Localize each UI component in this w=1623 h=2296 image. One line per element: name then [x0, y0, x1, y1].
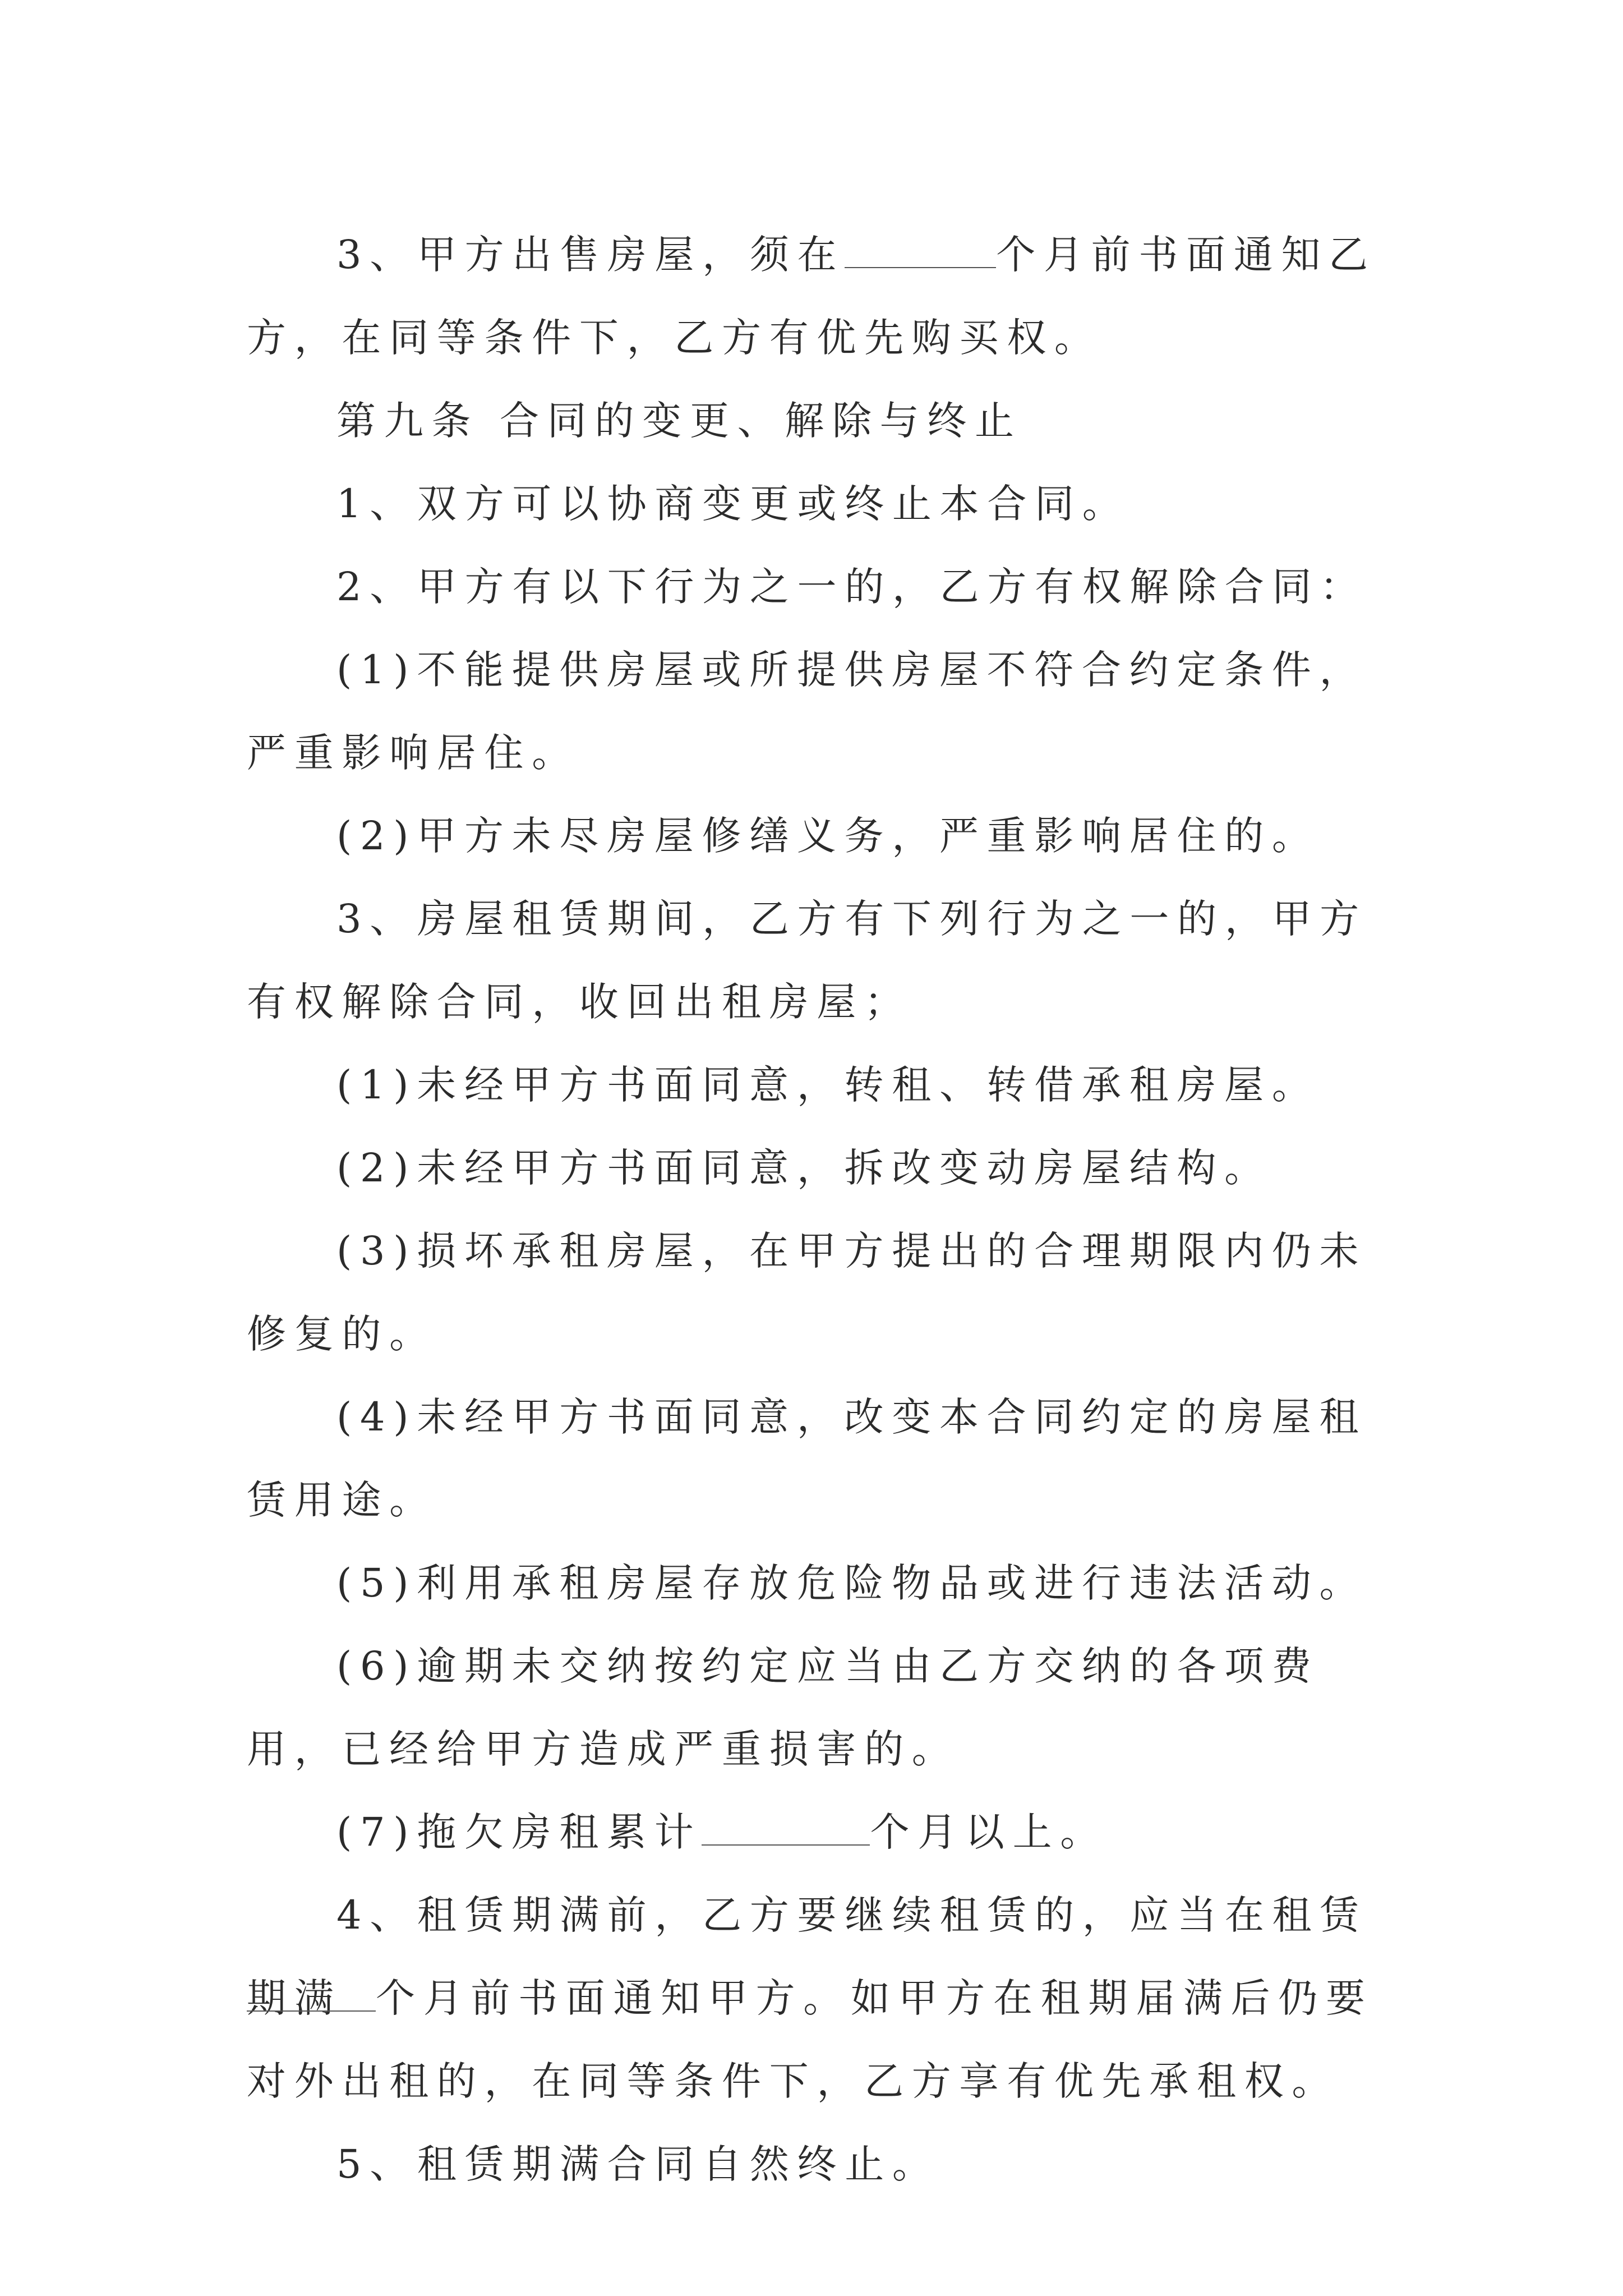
clause-9-2-item-2: (2)甲方未尽房屋修缮义务，严重影响居住的。	[336, 813, 1320, 859]
clause-9-5: 5、租赁期满合同自然终止。	[336, 2141, 940, 2187]
clause-text: 3、甲方出售房屋，须在	[336, 232, 845, 278]
clause-text: (7)拖欠房租累计	[336, 1809, 702, 1855]
clause-9-3-item-1: (1)未经甲方书面同意，转租、转借承租房屋。	[336, 1062, 1320, 1108]
clause-9-3: 3、房屋租赁期间，乙方有下列行为之一的，甲方有权解除合同，收回出租房屋；	[247, 896, 1367, 1025]
clause-9-3-item-4: (4)未经甲方书面同意，改变本合同约定的房屋租赁用途。	[247, 1394, 1367, 1523]
clause-9-3-item-5: (5)利用承租房屋存放危险物品或进行违法活动。	[336, 1560, 1367, 1606]
clause-9-3-item-2: (2)未经甲方书面同意，拆改变动房屋结构。	[336, 1145, 1272, 1191]
clause-9-2: 2、甲方有以下行为之一的，乙方有权解除合同：	[336, 564, 1367, 610]
blank-line	[247, 1980, 376, 2012]
clause-9-4: 4、租赁期满前，乙方要继续租赁的，应当在租赁期满	[247, 1892, 1367, 2021]
clause-9-3-item-3: (3)损坏承租房屋，在甲方提出的合理期限内仍未修复的。	[247, 1228, 1367, 1357]
blank-line	[845, 237, 996, 268]
clause-8-3	[247, 213, 1385, 379]
clause-text: 个月前书面通知乙方，在同等条件下，乙方有优先购买权。	[247, 232, 1376, 361]
article-9-heading: 第九条 合同的变更、解除与终止	[336, 398, 1022, 444]
clause-9-2-item-1: (1)不能提供房屋或所提供房屋不符合约定条件，严重影响居住。	[247, 647, 1367, 776]
clause-9-3-item-7	[247, 1791, 1385, 1874]
clause-text: 个月前书面通知甲方。如甲方在租期届满后仍要对外出租的，在同等条件下，乙方享有优先承租权。	[247, 1975, 1373, 2104]
blank-line	[702, 1814, 870, 1846]
clause-9-4-continued	[247, 1957, 1385, 2123]
clause-9-1: 1、双方可以协商变更或终止本合同。	[336, 481, 1130, 527]
clause-text: 个月以上。	[870, 1809, 1108, 1855]
clause-9-3-item-6: (6)逾期未交纳按约定应当由乙方交纳的各项费用，已经给甲方造成严重损害的。	[247, 1643, 1320, 1772]
